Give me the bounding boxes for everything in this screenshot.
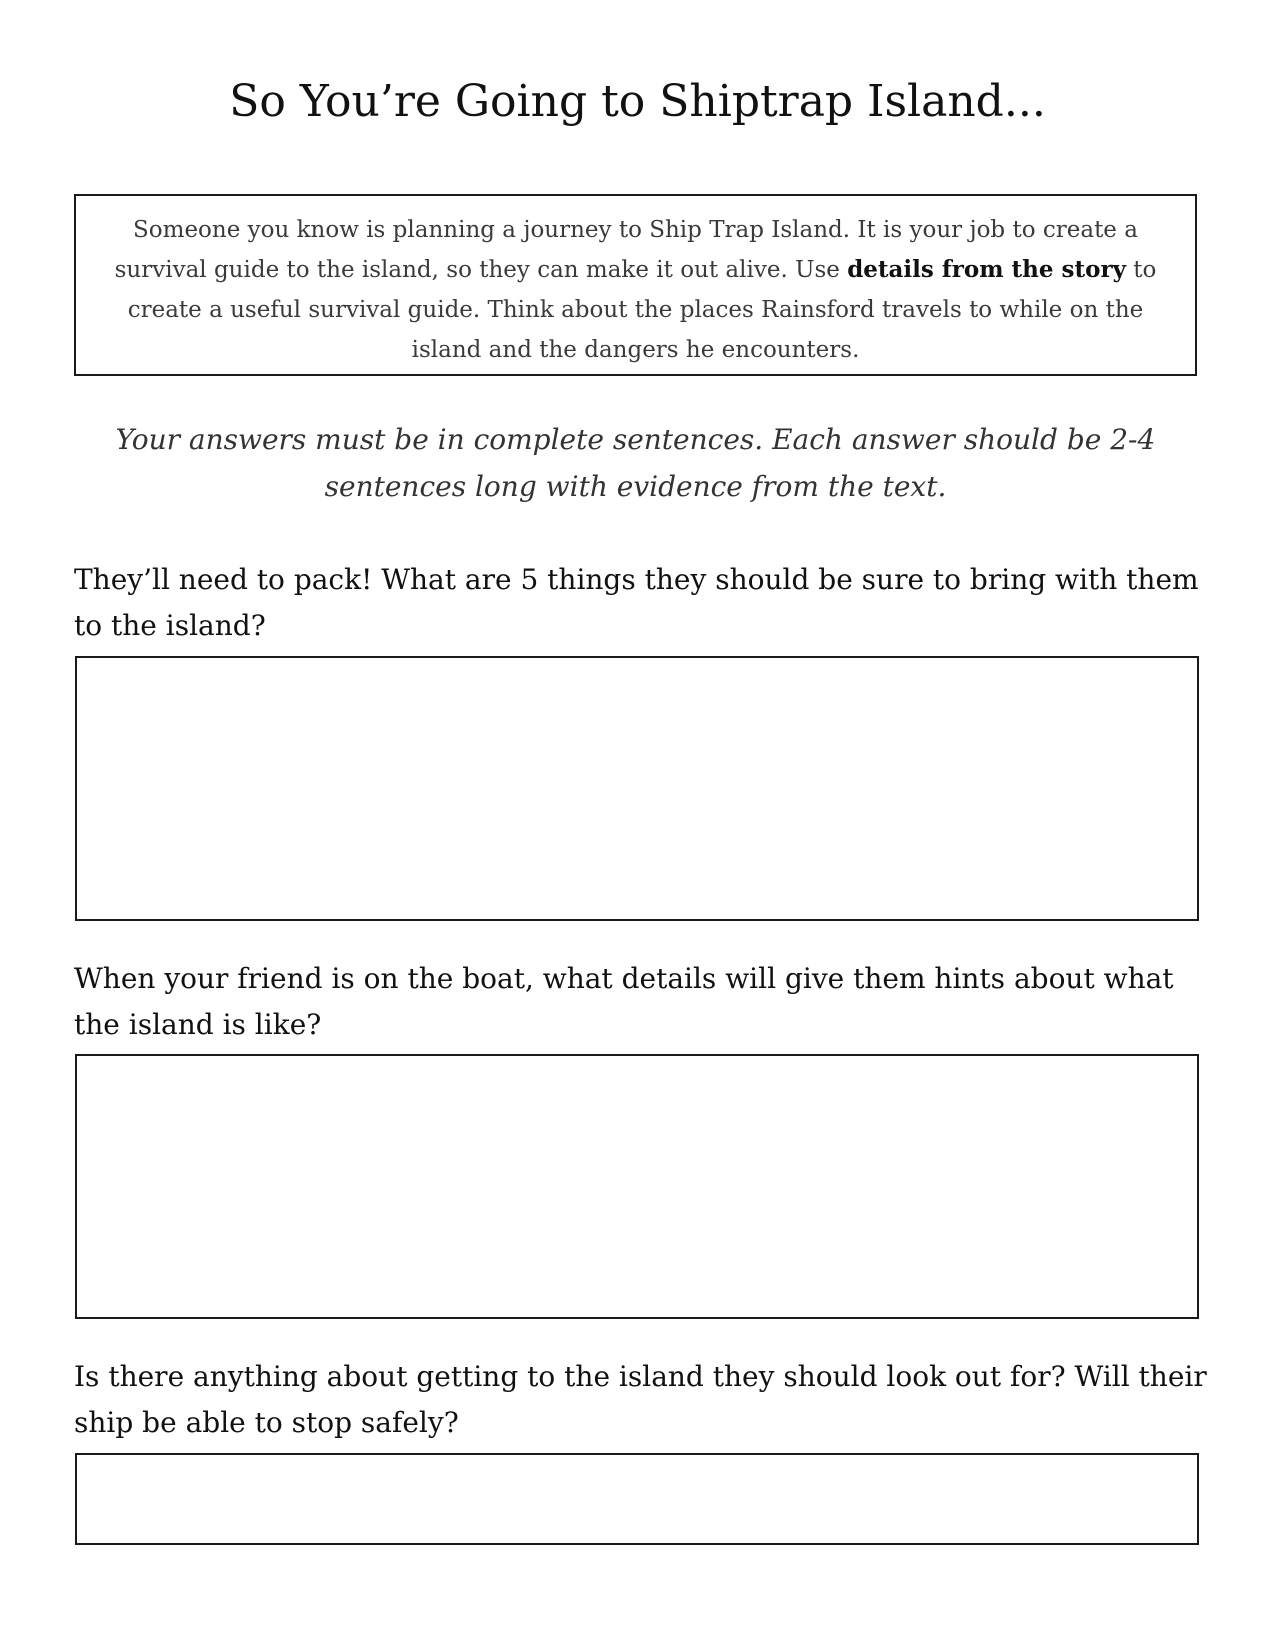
question-2-answer-box[interactable] — [75, 1054, 1199, 1319]
page-title: So You’re Going to Shiptrap Island... — [229, 76, 1046, 127]
intro-text-start: Someone you know is planning a journey to Ship Trap Island. It is your job to create a survival guide to the island, so they can make it out alive. Use — [114, 217, 1138, 283]
intro-box — [74, 194, 1197, 376]
question-1-prompt: They’ll need to pack! What are 5 things they should be sure to bring with them to the island? — [74, 563, 1199, 642]
question-2-prompt: When your friend is on the boat, what details will give them hints about what the island is like? — [74, 962, 1174, 1041]
question-3-answer-box[interactable] — [75, 1453, 1199, 1545]
intro-text-end: to create a useful survival guide. Think about the places Rainsford travels to while on the island and the dangers he encounters. — [127, 257, 1157, 363]
instructions: Your answers must be in complete sentences. Each answer should be 2-4 sentences long with evidence from the text. — [115, 423, 1156, 503]
question-3-prompt: Is there anything about getting to the island they should look out for? Will their ship be able to stop safely? — [74, 1360, 1207, 1439]
question-1-answer-box[interactable] — [75, 656, 1199, 921]
intro-bold-text: details from the story — [847, 256, 1126, 283]
